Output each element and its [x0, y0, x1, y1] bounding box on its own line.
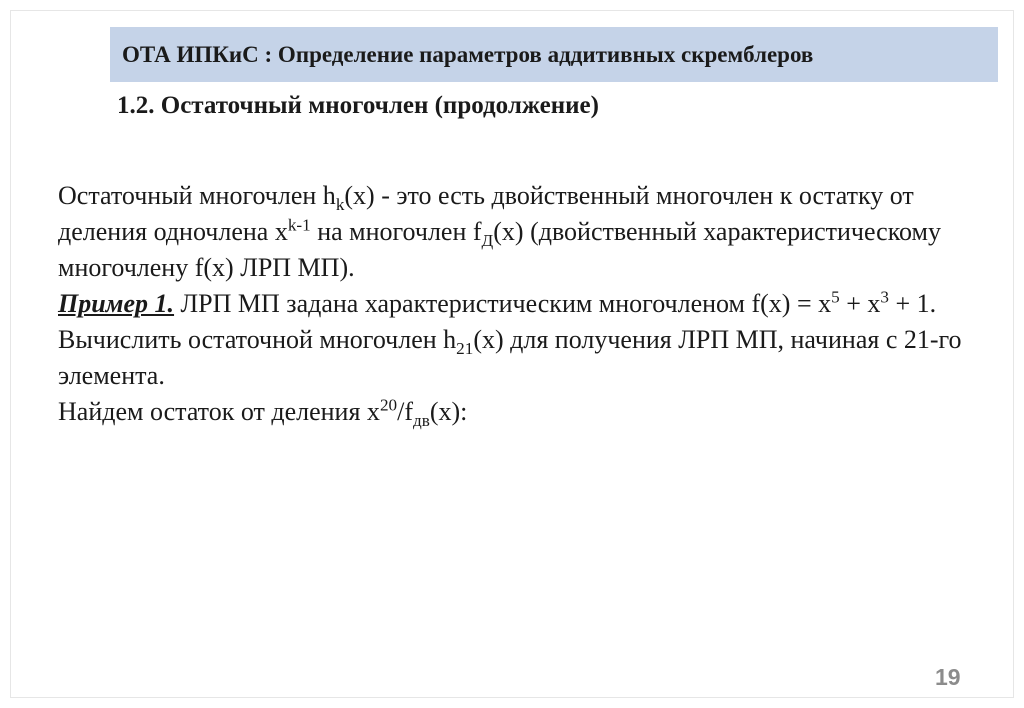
superscript: k-1 [287, 215, 311, 235]
slide-body [36, 178, 991, 430]
header-bar [110, 27, 998, 82]
example-label: Пример 1. [58, 289, 175, 318]
text-run: + 1. [888, 289, 937, 318]
text-run: (x) для получения ЛРП МП, начиная с 21-го элемента. [58, 325, 962, 390]
text-run: + x [839, 289, 881, 318]
text-run: на многочлен f [310, 217, 482, 246]
page-number: 19 [935, 664, 961, 690]
text-run: Остаточный многочлен h [58, 181, 336, 210]
header-title: ОТА ИПКиС : Определение параметров аддитивных скремблеров [122, 41, 814, 67]
text-run: (x): [429, 397, 468, 426]
text-run: (x) - это есть двойственный многочлен к остатку от деления одночлена x [58, 181, 914, 246]
text-run: /f [397, 397, 413, 426]
text-run: ЛРП МП задана характеристическим многочленом f(x) = x [174, 289, 832, 318]
text-run: Вычислить остаточной многочлен h [58, 325, 457, 354]
paragraph-division [36, 394, 991, 430]
subscript: k [335, 195, 345, 215]
text-run: Найдем остаток от деления x [58, 397, 380, 426]
paragraph-definition [36, 178, 991, 286]
superscript: 3 [880, 287, 889, 307]
subscript: Д [481, 231, 494, 251]
paragraph-example [36, 286, 991, 322]
section-title: 1.2. Остаточный многочлен (продолжение) [117, 92, 599, 119]
superscript: 20 [379, 395, 398, 415]
subscript: дв [412, 411, 430, 431]
paragraph-task [36, 322, 991, 394]
superscript: 5 [831, 287, 840, 307]
subscript: 21 [456, 339, 474, 359]
text-run: (x) (двойственный характеристическому многочлену f(x) ЛРП МП). [58, 217, 941, 282]
